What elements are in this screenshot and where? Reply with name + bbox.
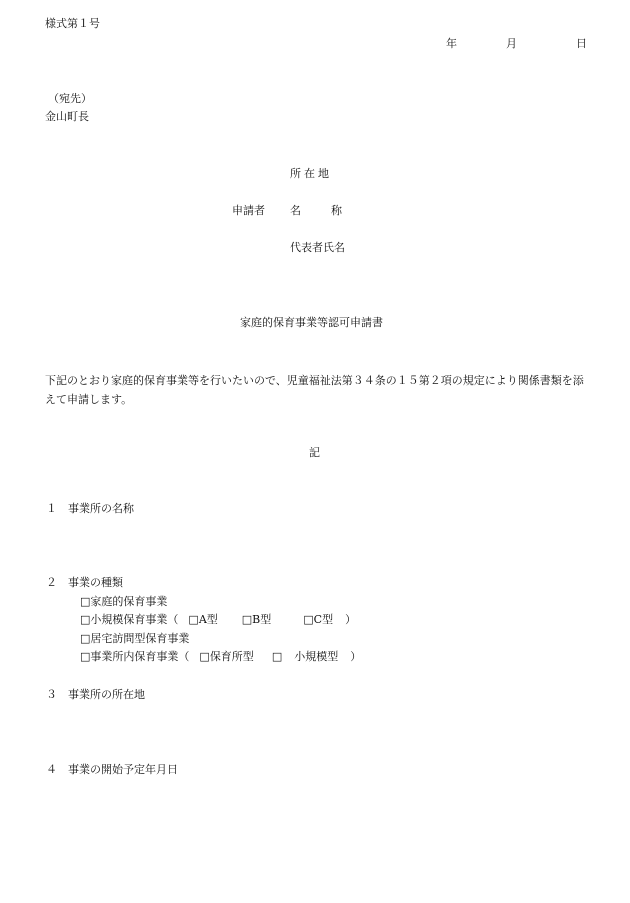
form-number: 様式第１号	[45, 17, 100, 30]
checkbox-icon[interactable]: □	[80, 613, 91, 626]
section-2-number: ２	[46, 576, 57, 589]
business-type-option-small-scale	[80, 613, 356, 627]
section-2-label: 事業の種類	[68, 576, 123, 589]
section-1	[46, 502, 134, 516]
section-3-label: 事業所の所在地	[68, 688, 145, 701]
checkbox-icon[interactable]: □	[80, 650, 91, 663]
date-day-label: 日	[576, 37, 587, 50]
checkbox-icon[interactable]: □	[188, 613, 199, 626]
section-4	[46, 763, 178, 777]
option-close-paren: ）	[345, 613, 357, 626]
section-1-label: 事業所の名称	[68, 502, 134, 515]
body-text: 下記のとおり家庭的保育事業等を行いたいので、児童福祉法第３４条の１５第２項の規定により関係書類を添えて申請します。	[45, 374, 584, 406]
location-label: 所在地	[290, 167, 332, 180]
option-label: 事業所内保育事業（	[90, 650, 190, 663]
addressee-note: （宛先）	[48, 92, 92, 105]
section-2	[46, 576, 123, 590]
date-year-label: 年	[446, 37, 457, 50]
section-1-number: １	[46, 502, 57, 515]
option-a-type-label: A型	[198, 613, 218, 626]
business-type-option-home-visit	[80, 632, 189, 646]
checkbox-icon[interactable]: □	[241, 613, 253, 626]
option-label: 家庭的保育事業	[90, 595, 168, 608]
business-type-option-workplace	[80, 650, 361, 664]
representative-label: 代表者氏名	[290, 241, 345, 254]
checkbox-icon[interactable]: □	[271, 650, 283, 663]
section-3	[46, 688, 145, 702]
checkbox-icon[interactable]: □	[303, 613, 314, 626]
checkbox-icon[interactable]: □	[199, 650, 210, 663]
option-b-type-label: B型	[252, 613, 272, 626]
addressee-name: 金山町長	[45, 110, 89, 123]
checkbox-icon[interactable]: □	[80, 632, 91, 645]
ki-marker: 記	[309, 446, 320, 459]
checkbox-icon[interactable]: □	[80, 595, 91, 608]
name-label-part1: 名	[290, 204, 301, 217]
option-label: 居宅訪問型保育事業	[90, 632, 190, 645]
applicant-label: 申請者	[232, 204, 265, 217]
name-label-part2: 称	[331, 204, 342, 217]
section-4-label: 事業の開始予定年月日	[68, 763, 178, 776]
option-label: 小規模保育事業（	[90, 613, 179, 626]
section-4-number: ４	[46, 763, 57, 776]
option-c-type-label: C型	[313, 613, 334, 626]
section-3-number: ３	[46, 688, 57, 701]
option-nursery-type-label: 保育所型	[209, 650, 254, 663]
option-close-paren: ）	[350, 650, 362, 663]
name-label	[290, 204, 342, 218]
option-small-type-label: 小規模型	[294, 650, 339, 663]
date-month-label: 月	[506, 37, 517, 50]
document-title: 家庭的保育事業等認可申請書	[240, 316, 383, 329]
business-type-option-family	[80, 595, 167, 609]
